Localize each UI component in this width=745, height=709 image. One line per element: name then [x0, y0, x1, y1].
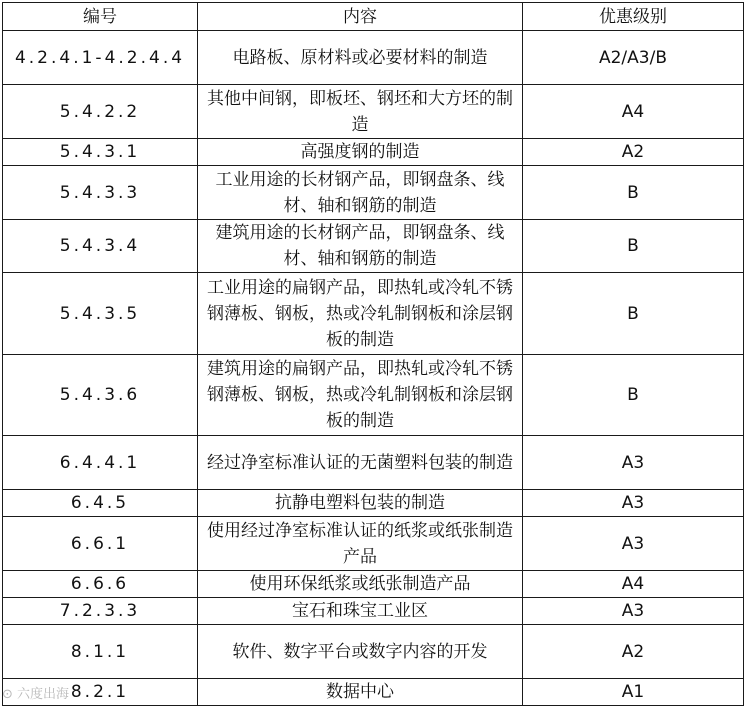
content-cell: 建筑用途的长材钢产品，即钢盘条、线材、轴和钢筋的制造 [198, 220, 523, 273]
level-cell: A4 [523, 571, 744, 598]
code-cell: 6.6.6 [3, 571, 198, 598]
code-cell: 5.4.3.4 [3, 220, 198, 273]
table-row [3, 490, 744, 517]
table-row [3, 85, 744, 139]
table-row [3, 31, 744, 85]
watermark [2, 683, 69, 702]
table-row [3, 139, 744, 166]
code-cell: 5.4.2.2 [3, 85, 198, 139]
table-row [3, 355, 744, 436]
table-row [3, 571, 744, 598]
content-cell: 其他中间钢，即板坯、钢坯和大方坯的制造 [198, 85, 523, 139]
code-cell: 5.4.3.6 [3, 355, 198, 436]
watermark-text: 六度出海 [17, 687, 70, 702]
watermark-logo-icon: ⊙ [2, 687, 13, 702]
table-row [3, 625, 744, 679]
level-cell: B [523, 355, 744, 436]
level-cell: A1 [523, 679, 744, 706]
content-cell: 经过净室标准认证的无菌塑料包装的制造 [198, 436, 523, 490]
header-content: 内容 [198, 3, 523, 31]
level-cell: A3 [523, 436, 744, 490]
level-cell: A3 [523, 490, 744, 517]
header-code: 编号 [3, 3, 198, 31]
code-cell: 5.4.3.3 [3, 166, 198, 220]
content-cell: 使用环保纸浆或纸张制造产品 [198, 571, 523, 598]
content-cell: 工业用途的长材钢产品，即钢盘条、线材、轴和钢筋的制造 [198, 166, 523, 220]
content-cell: 抗静电塑料包装的制造 [198, 490, 523, 517]
code-cell: 6.4.5 [3, 490, 198, 517]
level-cell: A4 [523, 85, 744, 139]
code-cell: 8.2.1 [3, 679, 198, 706]
incentive-table [2, 2, 744, 706]
table-row [3, 517, 744, 571]
content-cell: 电路板、原材料或必要材料的制造 [198, 31, 523, 85]
content-cell: 使用经过净室标准认证的纸浆或纸张制造产品 [198, 517, 523, 571]
content-cell: 软件、数字平台或数字内容的开发 [198, 625, 523, 679]
level-cell: A2 [523, 139, 744, 166]
level-cell: B [523, 273, 744, 355]
content-cell: 建筑用途的扁钢产品，即热轧或冷轧不锈钢薄板、钢板，热或冷轧制钢板和涂层钢板的制造 [198, 355, 523, 436]
header-row [3, 3, 744, 31]
level-cell: A3 [523, 598, 744, 625]
code-cell: 6.4.4.1 [3, 436, 198, 490]
code-cell: 8.1.1 [3, 625, 198, 679]
table-row [3, 220, 744, 273]
table-row [3, 598, 744, 625]
level-cell: B [523, 166, 744, 220]
code-cell: 5.4.3.1 [3, 139, 198, 166]
header-level: 优惠级别 [523, 3, 744, 31]
code-cell: 4.2.4.1-4.2.4.4 [3, 31, 198, 85]
table-row [3, 436, 744, 490]
level-cell: A2 [523, 625, 744, 679]
table-row [3, 273, 744, 355]
content-cell: 高强度钢的制造 [198, 139, 523, 166]
code-cell: 6.6.1 [3, 517, 198, 571]
content-cell: 工业用途的扁钢产品，即热轧或冷轧不锈钢薄板、钢板，热或冷轧制钢板和涂层钢板的制造 [198, 273, 523, 355]
code-cell: 5.4.3.5 [3, 273, 198, 355]
level-cell: B [523, 220, 744, 273]
level-cell: A2/A3/B [523, 31, 744, 85]
table-row [3, 166, 744, 220]
level-cell: A3 [523, 517, 744, 571]
code-cell: 7.2.3.3 [3, 598, 198, 625]
content-cell: 宝石和珠宝工业区 [198, 598, 523, 625]
content-cell: 数据中心 [198, 679, 523, 706]
table-row [3, 679, 744, 706]
